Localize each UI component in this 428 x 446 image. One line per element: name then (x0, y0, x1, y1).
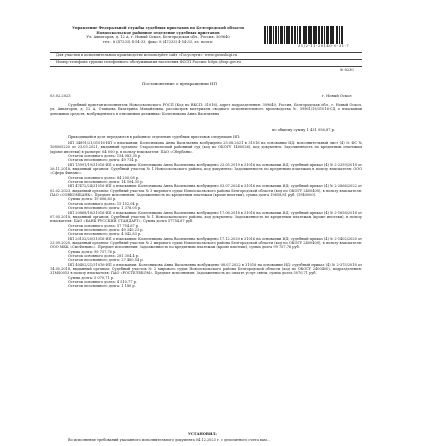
document-title: Постановление о прекращении ИП (142, 81, 217, 86)
total-debt-note: по общему сумму 1 431 056,87 р. (272, 128, 336, 132)
list-item: Остаток основного долга: 15 152,04 р. (68, 201, 140, 206)
barcode-bar (322, 26, 323, 44)
barcode-bar (332, 26, 334, 44)
list-item: Остаток неосновного долга: 49 714 р. (68, 158, 138, 163)
list-item: Остаток основного долга: 84 200,08 р. (68, 175, 140, 180)
list-item: Сумма долга: 5 070,71 р. (68, 275, 115, 280)
sub-intro-paragraph: Приходящийся долг передаются в районное отделение судебных приставов следующие ИП: (68, 135, 241, 139)
barcode-bar (281, 26, 283, 44)
list-item: ИП 47472/24/31016-ИП о взыскании: Колесникова Анна Васильевна возбуждено 03.07.2024 в 31016 на основании ИД: судебный приказ (4) № 2-2866/2022 от 02.02.2023, выданный органом: Судебный участок № 3 мирового судьи Новооскольского района Белгородской области (код по ОКОГУ 2400400), в пользу взыскателя: ПАО «СОВКОМБАНК». Предмет исполнения: Задолженность по кредитным платежам (кроме ипотеки), сумма долга 19658,81 руб. (1940000). (50, 184, 362, 198)
notice-line-1: Для участия в исполнительном производстве используйте сайт «Госуслуги»: www.gosuslugi.ru (56, 53, 238, 57)
barcode-bar (295, 26, 296, 44)
document-city: г. Новый Оскол (322, 94, 352, 98)
organization-header (52, 26, 264, 44)
document-number: № 8230 (340, 68, 354, 72)
barcode-bar (289, 26, 290, 44)
list-item: Остаток основного долга: 281 304,4 р. (68, 253, 140, 258)
list-item: Остаток неосновного долга: 1 376,05 р. (68, 206, 142, 211)
list-item: Остаток неосновного долга: 49 349,23 р. (68, 227, 144, 232)
barcode-bar (305, 26, 307, 44)
list-item: ИП 20152/20/31016-ИП о взыскании: Колесникова Анна Васильевна возбуждено 17.12.2020 в 31016 на основании ИД: судебный приказ (4) № 2-1402/2020 от 23.09.2020, выданный органом: Судебный участок № 2 мирового судьи Новооскольского района Белгородской области (код по ОКОГУ 2400400), в пользу взыскателя: ООО МКК «СмсФинанс». Предмет исполнения: Задолженность по кредитным платежам (кроме ипотеки), сумма долга 99 757,76 руб. (50, 236, 362, 250)
barcode-bar (311, 26, 312, 44)
barcode-bar (316, 26, 317, 44)
barcode-image (264, 26, 360, 44)
barcode-bar (341, 26, 342, 44)
list-item: Остаток основного долга: 57 754,67 р. (68, 223, 140, 228)
list-item: ИП 34891/21/31016-ИП о взыскании: Колесникова Анна Васильевна возбуждено 25.08.2021 в 31016 на основании ИД: исполнительный лист (4) № ФС № 108005220 от 23.03.2021, выданный органом: Старооскольский районный суд (код по ОКОГУ 1400026), код документа: Задолженность по кредитным платежам (кроме ипотеки) в размере: 64 000 р. в пользу взыскателя: ПАО «Сбербанк». (50, 141, 362, 154)
barcode-bar (273, 26, 274, 44)
org-line-3: Ул. Авиаторов, д. 12 А, г. Новый Оскол, Белгородская обл., Россия, 309640 (86, 35, 230, 40)
intro-paragraph: Судебный пристав-исполнитель Новооскольского РОСП (Код по ВКСП: 31016), адрет подразделения: 309640, Россия, Белгородская обл., г. Новый Оскол, ул. Авиаторов, д. 12 А, Ставцева Екатерина Михайловна, рассмотрев материалы сводного исполнительного производства № 39961/19/31016-СД о взыскании денежных средств, возбужденного в отношении должника: Колесникова Анна Васильевна (50, 103, 362, 116)
resolve-heading: УСТАНОВИЛ: (188, 432, 217, 436)
barcode-bar (278, 26, 279, 44)
list-item: Сумма долга: 19 606,83 р. (68, 197, 117, 202)
list-item: Сумма долга: 99 757,76 р. (68, 249, 117, 254)
enforcement-list (50, 141, 362, 289)
list-item: ИП 40402/21/31016-ИП о взыскании: Колесникова Анна Васильевна возбуждено 08.07.2022 в 31016 на основании ИД: судебный приказ (4) № 2-375/2018 от 14.05.2018, выданный органом: Судебный участок № 2 мирового судьи Новооскольского района Белгородской области (код по ОКОГУ 2400400), подразделения: 31MS0053 в пользу взыскателя: ПАО «РОСТЕЛЕКОМ». Предмет исполнения: Задолженность по оплате услуг связи, сумма долга 5070,71 руб. (50, 262, 362, 276)
list-item: Остаток неосновного долга: 14 594,35 р. (68, 180, 144, 185)
barcode-bar (339, 26, 340, 44)
list-item: ИП 20868/18/31016-ИП о взыскании: Колесникова Анна Васильевна возбуждено 17.08.2018 в 31016 на основании ИД: судебный приказ (4) № 2-1658/2018 от 07.05.2018, выданный органом: Судебный участок № 1 Новооскольского района, код документа: Задолженность по кредитным платежам (кроме ипотеки), в пользу взыскателя: ПАО «БАНК РУССКИЙ СТАНДАРТ». Сумма долга 57754,67 руб. (50, 210, 362, 224)
org-line-4: тел.: 8 (47233) 4-54-33, факс: 8 (47233) 4-54-33, эл. почта: (102, 39, 214, 44)
notice-line-2: Номер телефона группы телефонного обслуживания населения ФССП России: https://fssp.gov.ru (56, 60, 241, 64)
list-item: Остаток неосновного долга: 4 042,83 р. (68, 232, 142, 237)
barcode-bar (300, 26, 301, 44)
list-item: Остаток неосновного долга: 27 460,54 р. (68, 258, 144, 263)
barcode-bar (267, 26, 268, 44)
barcode-bar (284, 26, 285, 44)
list-item: Остаток неосновного долга: 1 180 р. (68, 284, 136, 289)
list-item: ИП 15991/19/31016-ИП о взыскании: Колесникова Анна Васильевна возбуждено 23.05.2019 в 31016 на основании ИД: судебный приказ (4) № 2-2359/2018 от 26.11.2018, выданный органом: Судебный участок № 1 Новооскольского района, код документа: Задолженность по кредитным платежам в пользу взыскателя: ООО «Сфера Финанс». (50, 162, 362, 176)
barcode-bar (270, 26, 272, 44)
org-line-2: Новооскольское районное отделение судебных приставов (96, 30, 220, 35)
list-item: Остаток основного долга: 154 083,35 р. (68, 154, 142, 159)
divider (50, 66, 362, 67)
barcode-bar (327, 26, 328, 44)
list-item: Остаток основного долга: 4 510,77 р. (68, 280, 137, 284)
barcode-number: 31/2-11-20140-0-31-7 (298, 44, 350, 48)
org-line-1: Управление Федеральной службы судебных приставов по Белгородской области (72, 26, 244, 30)
document-date: 03.02.2023 (50, 94, 71, 98)
resolve-paragraph: Во исполнение требований указанного исполнительного документа 04.12.2023 г. с депозитного счета вам... (68, 438, 271, 442)
